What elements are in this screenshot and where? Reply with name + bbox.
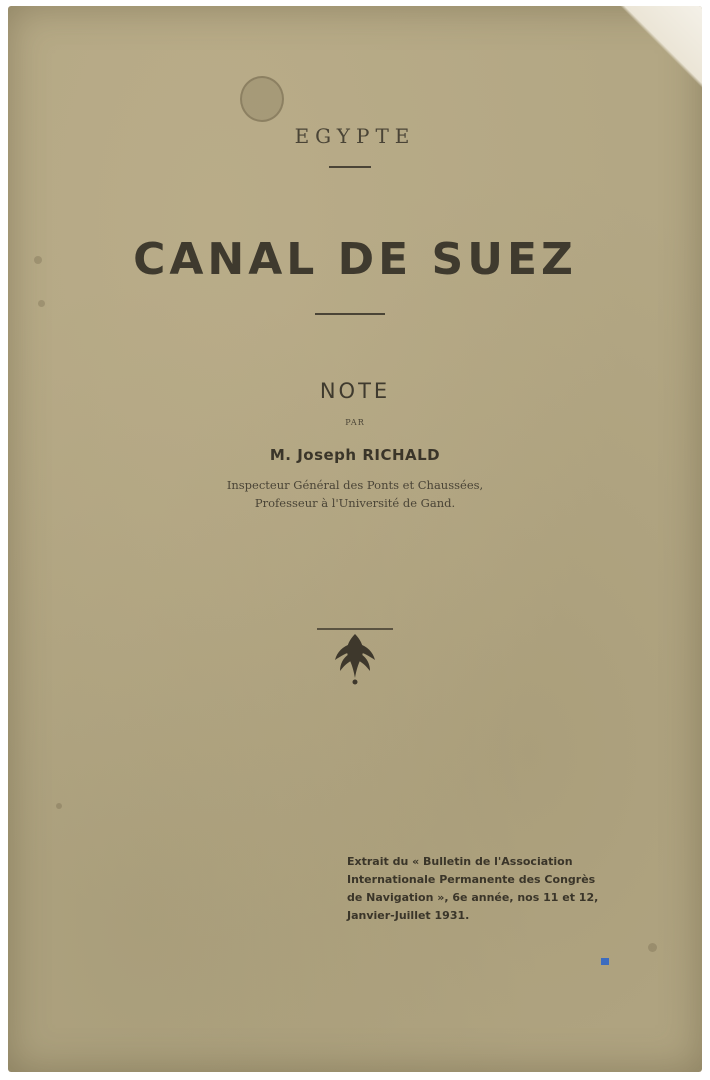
- author-affiliation-line: Professeur à l'Université de Gand.: [254, 496, 456, 510]
- divider-rule: [329, 166, 371, 168]
- extract-note: [347, 853, 647, 925]
- country-heading: EGYPTE: [294, 124, 416, 148]
- ink-mark: [601, 958, 609, 965]
- fleuron-ornament-icon: [315, 626, 395, 686]
- extract-line: de Navigation », 6e année, nos 11 et 12,: [347, 891, 599, 904]
- extract-line: Janvier-Juillet 1931.: [347, 909, 470, 922]
- stain-mark: [56, 803, 62, 809]
- extract-line: Extrait du « Bulletin de l'Association: [347, 855, 573, 868]
- stain-mark: [240, 76, 284, 122]
- author-affiliation-line: Inspecteur Général des Ponts et Chaussées,: [226, 478, 484, 492]
- subtitle: NOTE: [319, 379, 391, 403]
- book-cover: [8, 6, 702, 1072]
- by-label: PAR: [345, 418, 365, 427]
- divider-rule: [315, 313, 385, 315]
- author-name: M. Joseph RICHALD: [269, 446, 441, 464]
- stain-mark: [648, 943, 657, 952]
- extract-line: Internationale Permanente des Congrès: [347, 873, 596, 886]
- stain-mark: [38, 300, 45, 307]
- torn-corner: [590, 6, 702, 120]
- page-title: CANAL DE SUEZ: [133, 234, 577, 285]
